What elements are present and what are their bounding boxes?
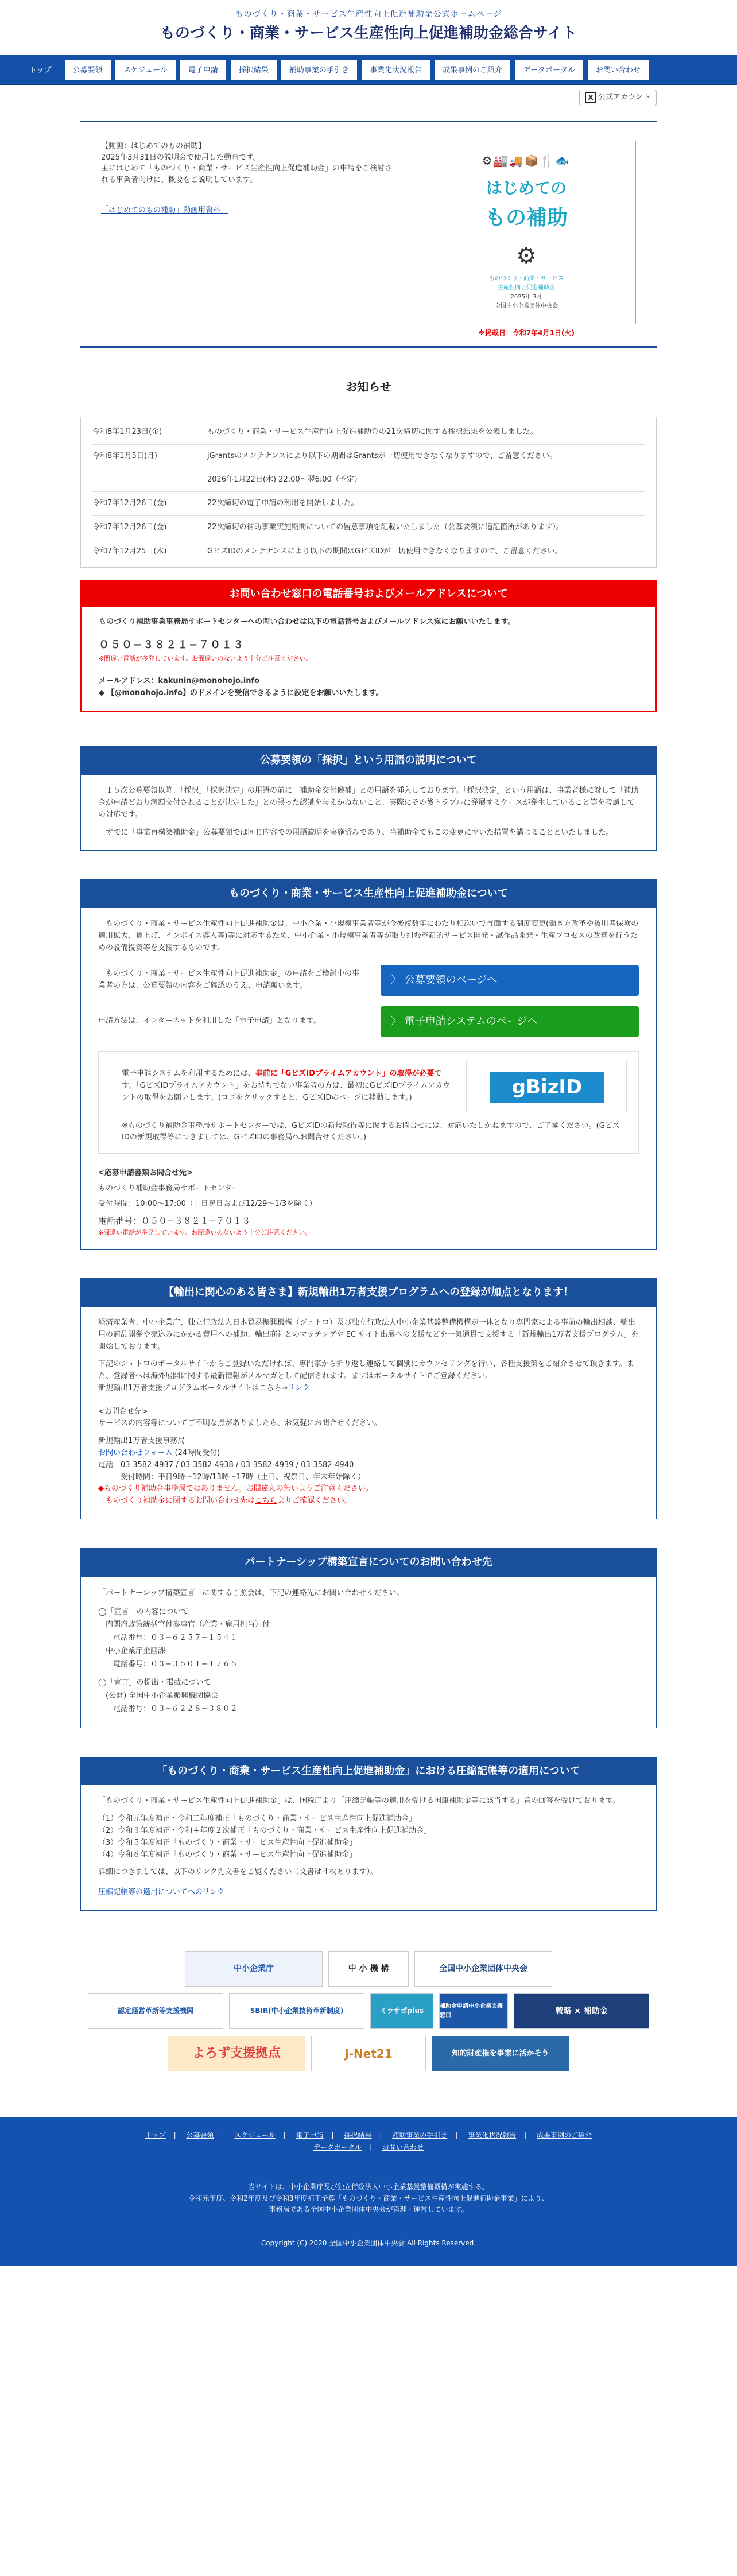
news-date: 令和7年12月26日(金)	[92, 499, 167, 508]
saitaku-paragraph-2: すでに「事業再構築補助金」公募要領では同じ内容での用語説明を実施済みであり、当補助金でもこの変更に率いた措置を講じることといたしました。	[106, 828, 614, 837]
nav-e-apply[interactable]: 電子申請	[180, 60, 226, 80]
gbizid-logo: gBizID	[490, 1072, 604, 1103]
wrong-number-warning: ※間違い電話が多発しています。お間違いのないよう十分ご注意ください。	[99, 655, 312, 663]
banner-chusho-kigyocho[interactable]: 中小企業庁	[185, 1951, 323, 1987]
news-body: ものづくり・商業・サービス生産性向上促進補助金の21次締切に関する採択結果を公表しました。	[207, 428, 538, 436]
email-domain-note: ◆ 【@monohojo.info】のドメインを受信できるように設定をお願いいたします。	[99, 688, 383, 697]
compression-item: （4）令和６年度補正「ものづくり・商業・サービス生産性向上促進補助金」	[98, 1850, 357, 1859]
export-form-hours: (24時間受付)	[172, 1449, 220, 1458]
news-date: 令和8年1月23日(金)	[92, 428, 162, 436]
banner-area-3	[80, 2036, 657, 2071]
contact-notice-lead: ものづくり補助事業事務局サポートセンターへの問い合わせは以下の電話番号およびメールアドレス宛にお願いいたします。	[99, 617, 515, 626]
banner-nintei-shien[interactable]: 認定経営革新等支援機関	[88, 1993, 223, 2029]
gbizid-logo-link[interactable]	[466, 1061, 627, 1112]
intro-desc: 主にはじめて「ものづくり・商業・サービス生産性向上促進補助金」の申請をご検討される事業者向けに、概要をご説明しています。	[101, 164, 393, 184]
apply-contact-warning: ※間違い電話が多発しています。お間違いのないよう十分ご注意ください。	[98, 1228, 312, 1236]
site-subtitle: ものづくり・商業・サービス生産性向上促進補助金公式ホームページ	[235, 10, 502, 19]
e-apply-lead-text: 申請方法は、インターネットを利用した「電子申請」となります。	[98, 1017, 321, 1026]
news-body: GビズIDのメンテナンスにより以下の期間はGビズIDが一切使用できなくなりますので、ご留意ください。	[207, 546, 563, 556]
footer-nav: トップ | 公募要領 | スケジュール | 電子申請 | 採択結果 | 補助事業の手引き | 事業化状況報告 | 成果事例のご紹介	[145, 2131, 592, 2139]
export-contact-heading: <お問合せ先>	[98, 1407, 148, 1416]
partnership-line: (公財) 全国中小企業振興機関協会	[98, 1692, 219, 1701]
export-contact-hours: 受付時間：平日9時〜12時/13時〜17時（土日、祝祭日、年末年始除く）	[98, 1472, 366, 1481]
compression-detail: 詳細につきましては、以下のリンク先文書をご覧ください（文書は４枚あります）。	[98, 1868, 378, 1877]
book-small-2: 生産性向上促進補助金	[498, 285, 555, 292]
monozukuri-section	[80, 879, 657, 1250]
banner-jnet21[interactable]: J-Net21	[311, 2036, 426, 2071]
news-body: 2026年1月22日(木) 22:00〜翌6:00（予定）	[207, 475, 362, 484]
intro-date: 2025年3月31日の説明会で使用した動画です。	[101, 153, 261, 162]
intro-material-link[interactable]: 「はじめてのもの補助」動画用資料」	[101, 206, 228, 215]
news-body: jGrantsのメンテナンスにより以下の期間はGrantsが一切使用できなくなりますので、ご留意ください。	[207, 451, 557, 460]
export-contact-phone: 電話 03-3582-4937 / 03-3582-4938 / 03-3582-4939 / 03-3582-4940	[98, 1460, 354, 1469]
apply-contact-phone: 電話番号：０５０−３８２１−７０１３	[98, 1215, 251, 1226]
banner-hojokin-madoguchi[interactable]: 補助金申請中小企業支援窓口	[439, 1993, 508, 2029]
apply-contact-hours: 受付時間：10:00〜17:00（土日祝日および12/29〜1/3を除く）	[98, 1199, 317, 1208]
partnership-line: 電話番号：０３−６２５７−１５４１	[98, 1634, 238, 1643]
footer-nav-cases[interactable]: 成果事例のご紹介	[537, 2131, 592, 2139]
book-org: 全国中小企業団体中央会	[495, 303, 558, 310]
compression-item: （3）令和５年度補正「ものづくり・商業・サービス生産性向上促進補助金」	[98, 1838, 357, 1847]
site-header	[0, 0, 737, 55]
contact-notice-box	[80, 580, 657, 712]
divider	[80, 346, 657, 348]
saitaku-title: 公募要領の「採択」という用語の説明について	[81, 747, 656, 775]
nav-guide[interactable]: 補助事業の手引き	[281, 60, 357, 80]
footer-nav-2: データポータル | お問い合わせ	[313, 2143, 424, 2152]
gear-icon: ⚙	[516, 243, 537, 270]
banner-mirasapo[interactable]: ミラサポplus	[370, 1993, 433, 2029]
news-item	[92, 468, 645, 492]
footer-nav-results[interactable]: 採択結果	[344, 2131, 372, 2139]
news-item	[92, 421, 645, 445]
export-paragraph-2: 下記のジェトロのポータルサイトからご登録いただければ、専門家から折り返し連絡して個別にカウンセリングを行い、各種支援策をご紹介させて頂きます。また、登録者へは海外展開に関する最新情報がメルマガとして配信されます。ますはポータルサイトでご登録ください。	[98, 1360, 634, 1381]
compression-title: 「ものづくり・商業・サービス生産性向上促進補助金」における圧縮記帳等の適用について	[81, 1758, 656, 1786]
intro-title: 【動画：はじめてのもの補助】	[101, 142, 206, 150]
contact-notice-title: お問い合わせ窓口の電話番号およびメールアドレスについて	[82, 581, 655, 607]
banner-sbir[interactable]: SBIR(中小企業技術革新制度)	[229, 1993, 364, 2029]
news-date	[92, 474, 207, 486]
banner-chizai[interactable]: 知的財産権を事業に活かそう	[432, 2036, 569, 2071]
banner-chuokai[interactable]: 全国中小企業団体中央会	[414, 1951, 552, 1987]
news-date: 令和7年12月26日(金)	[92, 523, 167, 532]
gbiz-text-2: です。「GビズIDプライムアカウント」をお持ちでない事業者の方は、最初にGビズIDプライムアカウントの取得をお願いします。(ロゴをクリックすると、GビズIDのページに移動します。)	[122, 1069, 451, 1102]
nav-results[interactable]: 採択結果	[231, 60, 277, 80]
partnership-title: パートナーシップ構築宣言についてのお問い合わせ先	[81, 1549, 656, 1577]
book-title-1: はじめての	[486, 179, 567, 197]
export-portal-text: 新規輸出1万者支援プログラムポータルサイトはこちら⇒	[98, 1383, 288, 1392]
banner-area-2	[80, 1993, 657, 2029]
export-portal-link[interactable]: リンク	[288, 1383, 310, 1392]
banner-yorozu[interactable]: よろず支援拠点	[168, 2036, 305, 2071]
site-footer	[0, 2117, 737, 2266]
news-date: 令和7年12月25日(木)	[92, 546, 167, 556]
x-account-button[interactable]	[579, 90, 657, 106]
compression-item: （2）令和３年度補正・令和４年度２次補正「ものづくり・商業・サービス生産性向上促進補助金」	[98, 1826, 432, 1835]
nav-koubo[interactable]: 公募要領	[65, 60, 111, 80]
partnership-line: 電話番号：０３−３５０１−１７６５	[98, 1659, 238, 1669]
monozukuri-contact-link[interactable]: こちら	[255, 1496, 278, 1506]
site-title[interactable]: ものづくり・商業・サービス生産性向上促進補助金総合サイト	[160, 25, 577, 42]
banner-senryaku[interactable]: 戦略 × 補助金	[514, 1993, 649, 2029]
nav-data[interactable]: データポータル	[515, 60, 583, 80]
book-date: 2025年 3月	[510, 294, 542, 301]
nav-schedule[interactable]: スケジュール	[115, 60, 176, 80]
footer-nav-contact[interactable]: お問い合わせ	[382, 2143, 424, 2152]
news-list	[80, 417, 657, 568]
nav-cases[interactable]: 成果事例のご紹介	[435, 60, 510, 80]
nav-contact[interactable]: お問い合わせ	[588, 60, 649, 80]
partnership-line: 「パートナーシップ構築宣言」に関するご照会は、下記の連絡先にお問い合わせください。	[98, 1588, 404, 1597]
saitaku-section	[80, 746, 657, 851]
koubo-page-button[interactable]: 〉 公募要領のページへ	[381, 965, 639, 996]
main-content	[80, 85, 657, 2071]
export-contact-2: 新規輸出1万者支援事務局	[98, 1437, 185, 1446]
monozukuri-paragraph: ものづくり・商業・サービス生産性向上促進補助金は、中小企業・小規模事業者等が今後複数年にわたり相次いで直面する制度変更(働き方改革や被用者保険の適用拡大、賃上げ、インボイス導入等)等に対応するため、中小企業・小規模事業者等が取り組む革新的サービス開発・試作品開発・生産プロセスの改善を行うための設備投資等を支援するものです。	[98, 920, 639, 952]
footer-text-3: 事務局である全国中小企業団体中央会が管理・運営しています。	[269, 2205, 468, 2213]
apply-contact-center: ものづくり補助金事務局サポートセンター	[98, 1184, 240, 1193]
news-body: 22次締切の補助事業実施期間についての留意事項を記載いたしました（公募要領に追記箇所があります）。	[207, 523, 564, 532]
footer-text-1: 当サイトは、中小企業庁及び独立行政法人中小企業基盤整備機構が実施する、	[248, 2183, 489, 2191]
compression-link[interactable]: 圧縮記帳等の適用についてへのリンク	[98, 1888, 225, 1897]
footer-text-2: 令和元年度、令和2年度及び令和3年度補正予算「ものづくり・商業・サービス生産性向上促進補助金事業」により、	[188, 2194, 549, 2202]
book-title-2: もの補助	[484, 205, 568, 230]
news-item	[92, 445, 645, 468]
footer-nav-guide[interactable]: 補助事業の手引き	[392, 2131, 448, 2139]
gbiz-text-1: 電子申請システムを利用するためには、	[122, 1069, 255, 1078]
partnership-section	[80, 1548, 657, 1728]
export-contact-1: サービスの内容等についてご不明な点がありましたら、お気軽にお問合せください。	[98, 1419, 382, 1428]
partnership-line: ◯「宣言」の提出・掲載について	[98, 1678, 211, 1687]
news-body: 22次締切の電子申請の利用を開始しました。	[207, 499, 359, 508]
export-warning-2b: よりご確認ください。	[277, 1496, 352, 1506]
footer-nav-report[interactable]: 事業化状況報告	[468, 2131, 517, 2139]
footer-nav-schedule[interactable]: スケジュール	[234, 2131, 276, 2139]
news-item	[92, 540, 645, 564]
news-date: 令和8年1月5日(月)	[92, 451, 157, 460]
monozukuri-title: ものづくり・商業・サービス生産性向上促進補助金について	[81, 880, 656, 908]
partnership-line: 中小企業庁企画課	[98, 1646, 166, 1655]
export-warning-2: ものづくり補助金に関するお問い合わせ先は	[98, 1496, 255, 1506]
x-logo-icon: X	[585, 92, 596, 103]
export-contact-form-link[interactable]: お問い合わせフォーム	[98, 1449, 173, 1458]
partnership-line: 内閣府政策統括官付参事官（産業・雇用担当）付	[98, 1620, 270, 1630]
news-item	[92, 492, 645, 516]
footer-nav-top[interactable]: トップ	[145, 2131, 166, 2139]
posting-date: ※掲載日：令和7年4月1日(火)	[478, 329, 575, 337]
banner-area	[80, 1951, 657, 1987]
book-icons-top: ⚙🏭🚚📦🍴🐟	[482, 154, 571, 168]
news-heading: お知らせ	[346, 380, 391, 394]
koubo-lead-text: 「ものづくり・商業・サービス生産性向上促進補助金」の申請をご検討中の事業者の方は、公募要領の内容をご確認のうえ、申請願います。	[98, 969, 360, 990]
copyright: Copyright (C) 2020 全国中小企業団体中央会 All Rights Reserved.	[261, 2239, 476, 2247]
e-apply-system-button[interactable]: 〉 電子申請システムのページへ	[381, 1006, 639, 1037]
nav-report[interactable]: 事業化状況報告	[362, 60, 430, 80]
gbiz-required-note: 事前に「GビズIDプライムアカウント」の取得が必要	[255, 1069, 435, 1078]
nav-top[interactable]: トップ	[21, 60, 60, 80]
compression-section	[80, 1757, 657, 1911]
compression-paragraph: 「ものづくり・商業・サービス生産性向上促進補助金」は、国税庁より「圧縮記帳等の適用を受ける国庫補助金等に該当する」旨の回答を受けております。	[98, 1797, 620, 1806]
support-email: メールアドレス：kakunin@monohojo.info	[99, 676, 260, 685]
saitaku-paragraph-1: １５次公募要領以降、「採択」「採択決定」の用語の前に「補助金交付候補」との用語を挿入しております。「採択決定」という用語は、事業者様に対して「補助金が申請どおり満額交付されることが決定した」との誤った認識を与えかねないこと、実際にその後トラブルに発展するケースが発生していること等を考慮しての対応です。	[98, 786, 639, 819]
gbiz-support-note: ※ものづくり補助金事務局サポートセンターでは、GビズIDの新規取得等に関するお問合せには、対応いたしかねますので、ご了承ください。(GビズIDの新規取得等につきましては、GビズIDの事務局へお問合せください。)	[122, 1121, 620, 1142]
banner-smrj[interactable]: 中 小 機 構	[328, 1951, 409, 1987]
compression-item: （1）令和元年度補正・令和二年度補正「ものづくり・商業・サービス生産性向上促進補助金」	[98, 1814, 417, 1824]
intro-section	[80, 122, 657, 346]
footer-nav-e-apply[interactable]: 電子申請	[296, 2131, 324, 2139]
main-nav	[0, 55, 737, 85]
partnership-line: ◯「宣言」の内容について	[98, 1607, 189, 1616]
video-thumbnail[interactable]	[417, 141, 636, 324]
footer-nav-data[interactable]: データポータル	[313, 2143, 362, 2152]
apply-contact-heading: <応募申請書類お問合せ先>	[98, 1169, 193, 1178]
x-account-label: 公式アカウント	[598, 93, 650, 102]
gbiz-box	[98, 1051, 639, 1154]
export-paragraph-1: 経済産業省、中小企業庁、独立行政法人日本貿易振興機構（ジェトロ）及び独立行政法人中小企業基盤整備機構が一体となり専門家による事前の輸出相談、輸出用の商品開発や売込みにかかる費用への補助、輸出商社とのマッチングや EC サイト出展への支援などを一気通貫で支援する「新規輸出1万者支援プログラム」を開始しております。	[98, 1318, 639, 1351]
export-warning-1: ◆ものづくり補助金事務局ではありません。お間違えの無いようご注意ください。	[98, 1484, 373, 1493]
footer-nav-koubo[interactable]: 公募要領	[186, 2131, 214, 2139]
export-title: 【輸出に関心のある皆さま】新規輸出1万者支援プログラムへの登録が加点となります！	[81, 1279, 656, 1307]
export-section	[80, 1278, 657, 1519]
book-small-1: ものづくり・商業・サービス	[489, 276, 564, 282]
partnership-line: 電話番号：０３−６２２８−３８０２	[98, 1704, 238, 1713]
support-phone: ０５０−３８２１−７０１３	[99, 639, 245, 651]
news-item	[92, 516, 645, 540]
